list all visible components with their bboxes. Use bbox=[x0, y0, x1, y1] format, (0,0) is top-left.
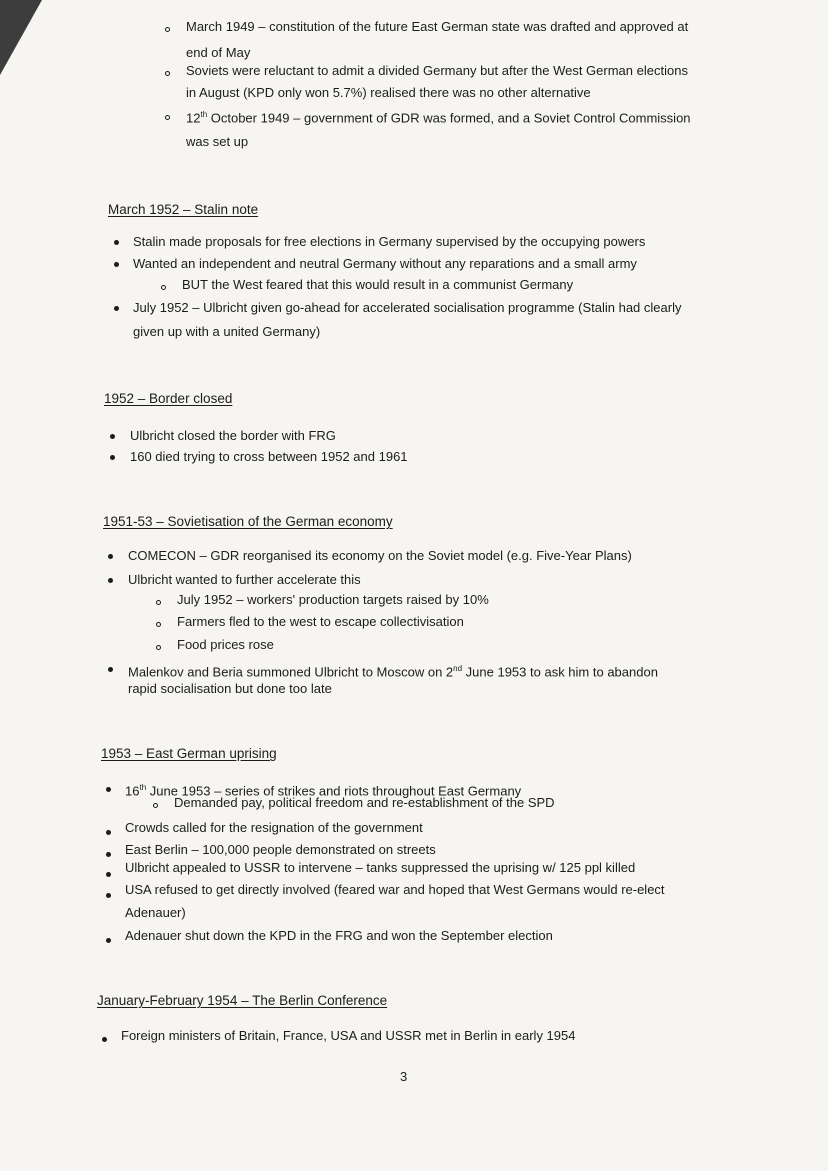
bullet-icon bbox=[110, 455, 115, 460]
list-item-continued: end of May bbox=[186, 45, 251, 60]
sub-bullet-icon bbox=[165, 27, 170, 32]
list-item-continued: in August (KPD only won 5.7%) realised there was no other alternative bbox=[186, 85, 591, 100]
sub-bullet-icon bbox=[153, 803, 158, 808]
list-item: BUT the West feared that this would result in a communist Germany bbox=[182, 277, 574, 292]
bullet-icon bbox=[108, 667, 113, 672]
list-item: Foreign ministers of Britain, France, USA and USSR met in Berlin in early 1954 bbox=[121, 1028, 576, 1043]
superscript: nd bbox=[453, 664, 463, 673]
list-item: Stalin made proposals for free elections in Germany supervised by the occupying powers bbox=[133, 234, 646, 249]
list-item: COMECON – GDR reorganised its economy on the Soviet model (e.g. Five-Year Plans) bbox=[128, 548, 632, 563]
section-heading-stalin-note: March 1952 – Stalin note bbox=[108, 202, 259, 217]
text-fragment: 16 bbox=[125, 783, 140, 799]
text-fragment: October 1949 – government of GDR was formed, and a Soviet Control Commission bbox=[207, 110, 691, 126]
list-item: July 1952 – workers' production targets raised by 10% bbox=[177, 592, 489, 607]
section-heading-uprising: 1953 – East German uprising bbox=[101, 746, 277, 761]
bullet-icon bbox=[102, 1037, 107, 1042]
list-item bbox=[186, 104, 691, 128]
bullet-icon bbox=[110, 434, 115, 439]
bullet-icon bbox=[106, 893, 111, 898]
list-item-continued: rapid socialisation but done too late bbox=[128, 681, 332, 696]
superscript: th bbox=[200, 110, 208, 119]
sub-bullet-icon bbox=[161, 285, 166, 290]
list-item: March 1949 – constitution of the future East German state was drafted and approved at bbox=[186, 19, 689, 34]
list-item: Soviets were reluctant to admit a divided Germany but after the West German elections bbox=[186, 63, 688, 78]
sub-bullet-icon bbox=[156, 622, 161, 627]
sub-bullet-icon bbox=[165, 115, 170, 120]
list-item: Ulbricht appealed to USSR to intervene – tanks suppressed the uprising w/ 125 ppl killed bbox=[125, 860, 636, 875]
list-item: 160 died trying to cross between 1952 and 1961 bbox=[130, 449, 408, 464]
bullet-icon bbox=[114, 240, 119, 245]
list-item: Farmers fled to the west to escape collectivisation bbox=[177, 614, 464, 629]
section-heading-berlin-conference: January-February 1954 – The Berlin Conference bbox=[97, 993, 388, 1008]
bullet-icon bbox=[106, 938, 111, 943]
list-item-continued: Adenauer) bbox=[125, 905, 186, 920]
section-heading-border-closed: 1952 – Border closed bbox=[104, 391, 233, 406]
list-item: Adenauer shut down the KPD in the FRG and won the September election bbox=[125, 928, 553, 943]
list-item: Crowds called for the resignation of the government bbox=[125, 820, 423, 835]
text-fragment: June 1953 to ask him to abandon bbox=[462, 664, 658, 680]
list-item: Demanded pay, political freedom and re-establishment of the SPD bbox=[174, 795, 555, 810]
list-item: East Berlin – 100,000 people demonstrated on streets bbox=[125, 842, 436, 857]
text-fragment: 12 bbox=[186, 110, 201, 126]
corner-shadow bbox=[0, 0, 42, 75]
bullet-icon bbox=[106, 852, 111, 857]
list-item-continued: given up with a united Germany) bbox=[133, 324, 321, 339]
list-item: Wanted an independent and neutral Germany without any reparations and a small army bbox=[133, 256, 637, 271]
bullet-icon bbox=[114, 262, 119, 267]
list-item: USA refused to get directly involved (feared war and hoped that West Germans would re-elect bbox=[125, 882, 665, 897]
text-fragment: Malenkov and Beria summoned Ulbricht to Moscow on 2 bbox=[128, 664, 454, 680]
list-item: Ulbricht wanted to further accelerate this bbox=[128, 572, 361, 587]
sub-bullet-icon bbox=[156, 645, 161, 650]
sub-bullet-icon bbox=[156, 600, 161, 605]
list-item: Food prices rose bbox=[177, 637, 274, 652]
sub-bullet-icon bbox=[165, 71, 170, 76]
bullet-icon bbox=[108, 554, 113, 559]
bullet-icon bbox=[106, 830, 111, 835]
bullet-icon bbox=[106, 787, 111, 792]
bullet-icon bbox=[108, 578, 113, 583]
list-item: July 1952 – Ulbricht given go-ahead for accelerated socialisation programme (Stalin had clearly bbox=[133, 300, 682, 315]
page-number: 3 bbox=[400, 1069, 408, 1084]
text-fragment: June 1953 – series of strikes and riots throughout East Germany bbox=[146, 783, 522, 799]
bullet-icon bbox=[106, 872, 111, 877]
bullet-icon bbox=[114, 306, 119, 311]
superscript: th bbox=[139, 783, 147, 792]
section-heading-sovietisation: 1951-53 – Sovietisation of the German economy bbox=[103, 514, 393, 529]
list-item: Ulbricht closed the border with FRG bbox=[130, 428, 336, 443]
list-item-continued: was set up bbox=[186, 134, 249, 149]
